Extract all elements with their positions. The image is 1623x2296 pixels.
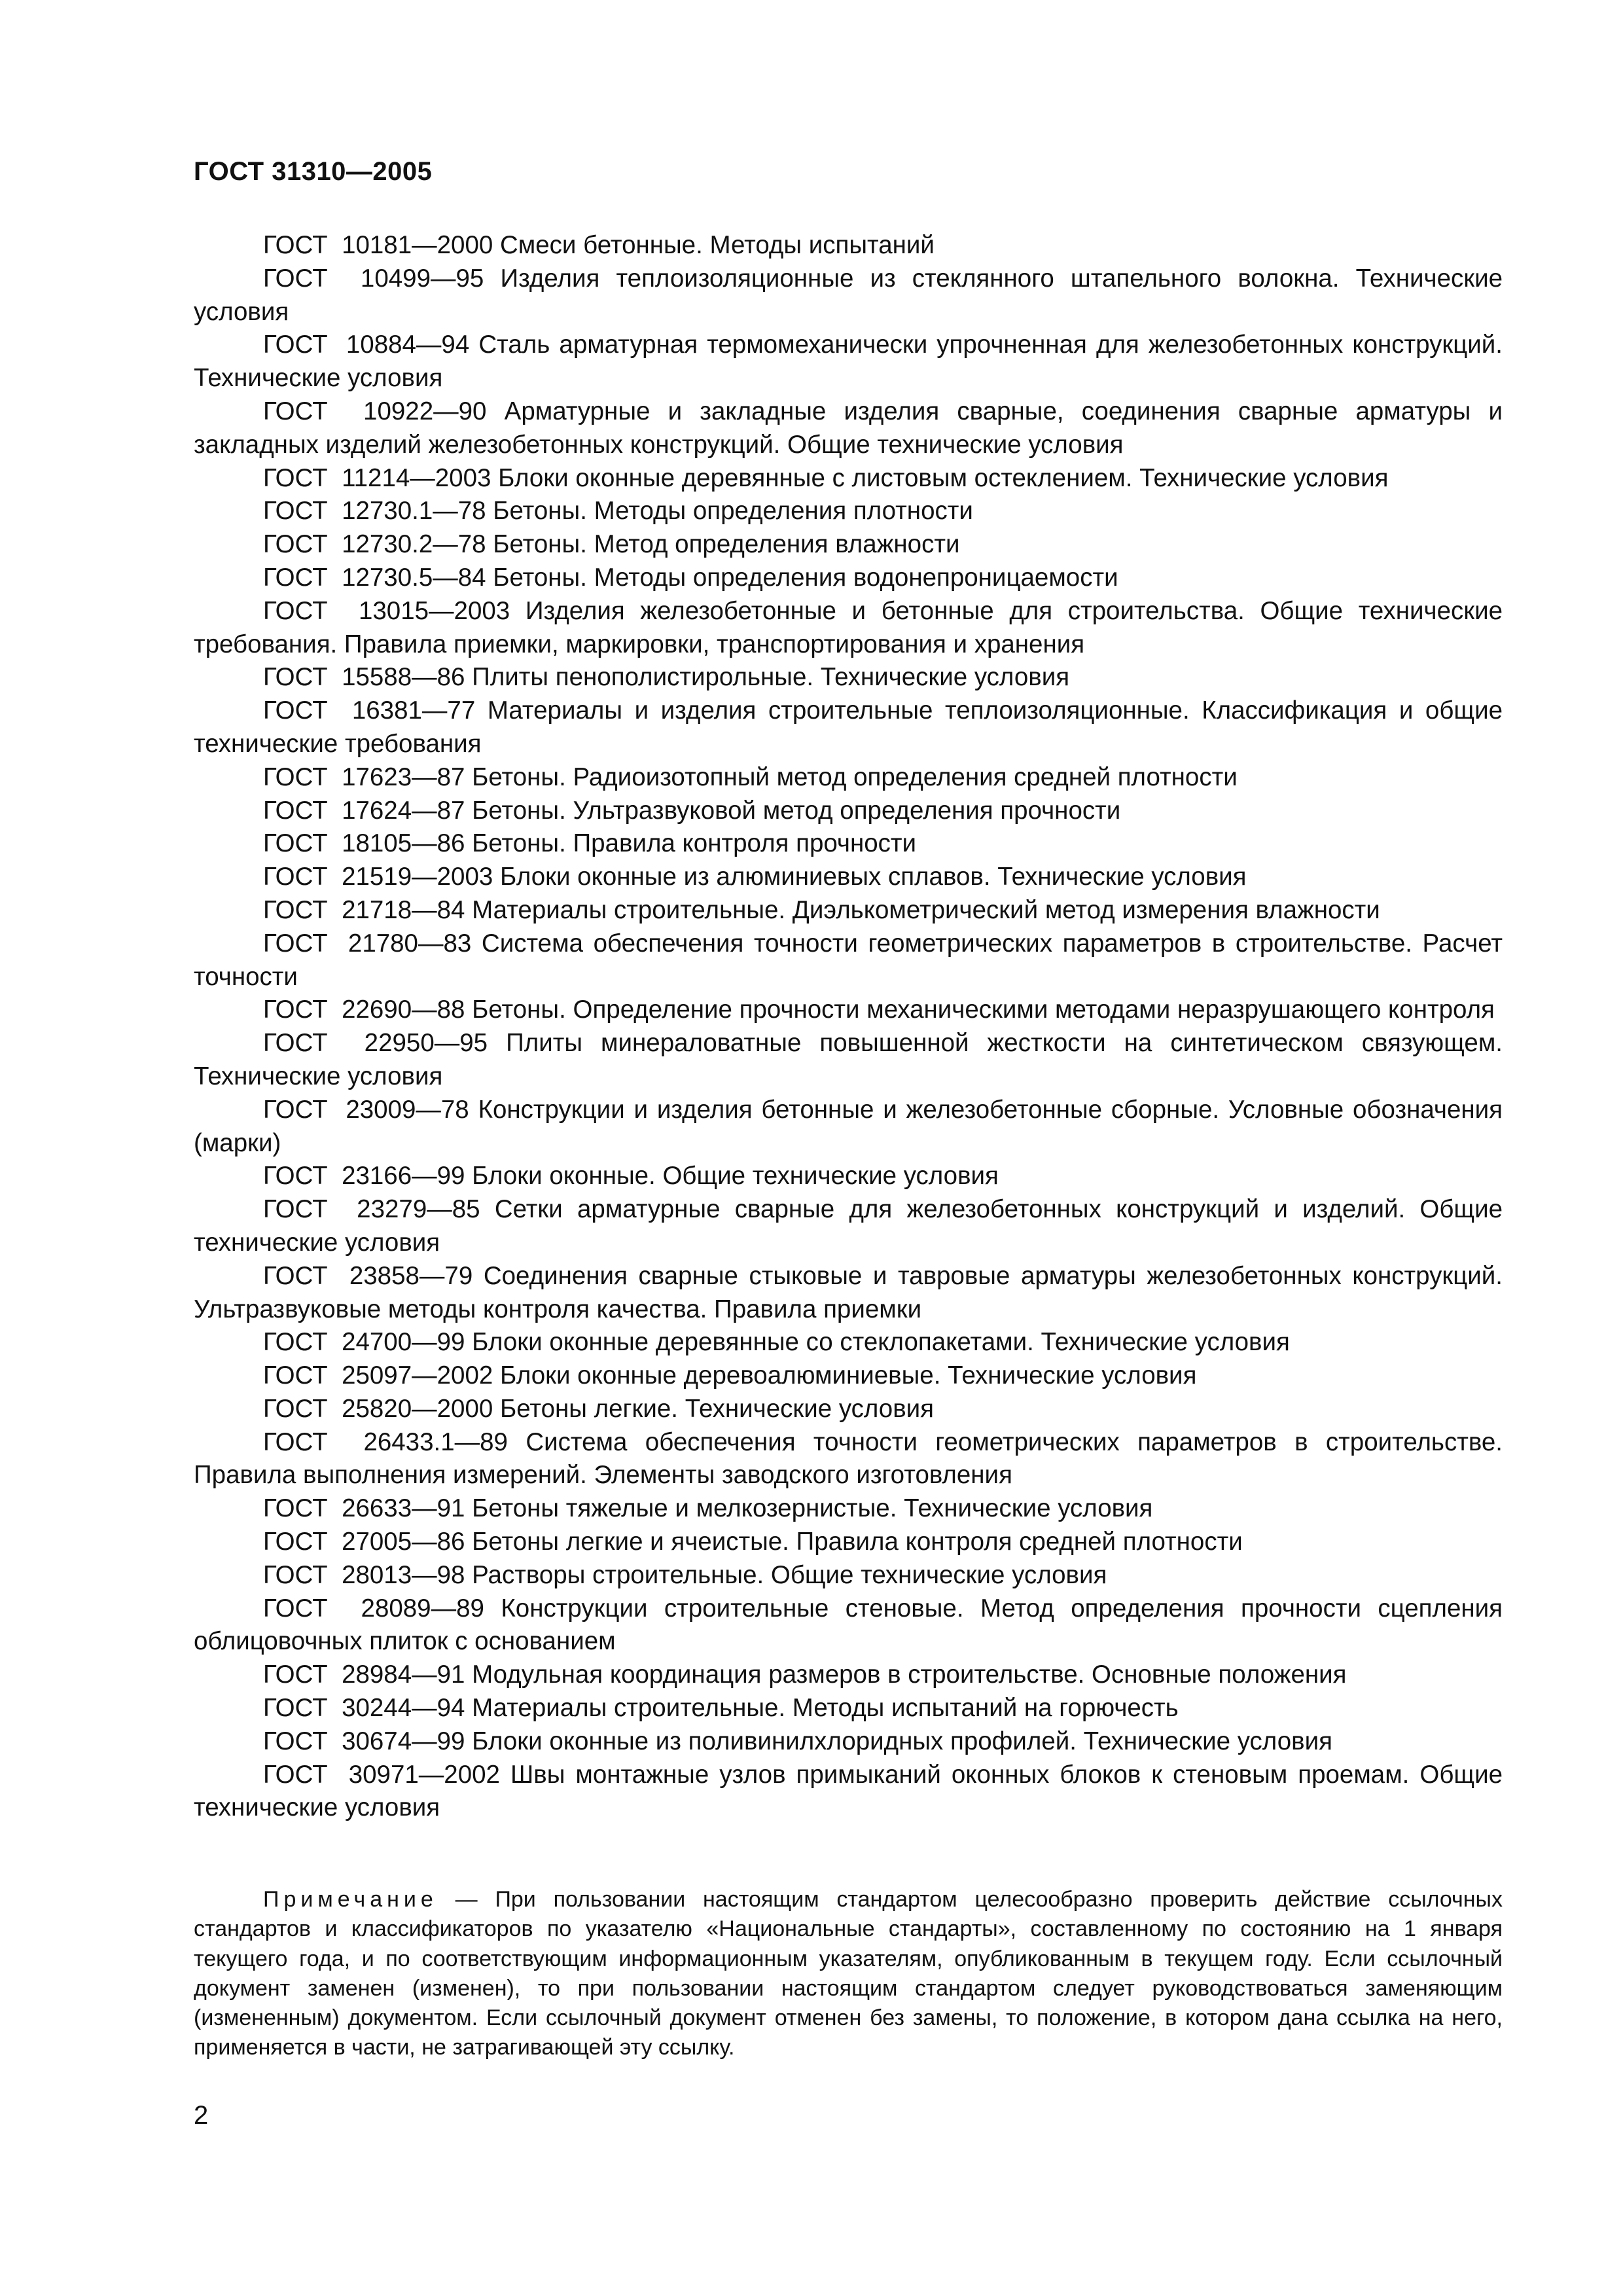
reference-entry	[194, 495, 1503, 528]
reference-entry	[194, 1725, 1503, 1759]
reference-title: Блоки оконные деревянные со стеклопакетами. Технические условия	[472, 1328, 1290, 1357]
reference-title: Плиты минераловатные повышенной жесткости на синтетическом связующем. Технические условия	[194, 1029, 1503, 1090]
reference-entry	[194, 1559, 1503, 1592]
reference-title: Материалы и изделия строительные теплоизоляционные. Классификация и общие технические требования	[194, 696, 1503, 758]
reference-code: ГОСТ 25097—2002	[263, 1361, 493, 1390]
document-header: ГОСТ 31310—2005	[194, 157, 433, 186]
reference-entry	[194, 1659, 1503, 1692]
reference-code: ГОСТ 30674—99	[263, 1727, 465, 1755]
reference-entry	[194, 1160, 1503, 1193]
reference-title: Бетоны. Метод определения влажности	[493, 530, 960, 559]
reference-code: ГОСТ 30244—94	[263, 1694, 465, 1723]
reference-title: Швы монтажные узлов примыканий оконных блоков к стеновым проемам. Общие технические условия	[194, 1760, 1503, 1822]
reference-code: ГОСТ 28984—91	[263, 1660, 465, 1689]
reference-title: Материалы строительные. Диэлькометрический метод измерения влажности	[472, 895, 1380, 924]
reference-entry	[194, 329, 1503, 395]
reference-entry	[194, 1260, 1503, 1327]
reference-title: Система обеспечения точности геометрических параметров в строительстве. Правила выполнения измерений. Элементы заводского изготовления	[194, 1427, 1503, 1490]
reference-entry	[194, 1094, 1503, 1160]
reference-entry	[194, 595, 1503, 662]
reference-entry	[194, 694, 1503, 761]
reference-code: ГОСТ 23009—78	[263, 1095, 469, 1124]
reference-title: Блоки оконные. Общие технические условия	[472, 1162, 999, 1191]
reference-code: ГОСТ 11214—2003	[263, 463, 491, 492]
reference-title: Блоки оконные из алюминиевых сплавов. Технические условия	[499, 863, 1247, 891]
reference-entry	[194, 927, 1503, 994]
reference-entry	[194, 661, 1503, 694]
reference-title: Бетоны. Методы определения водонепроницаемости	[493, 563, 1118, 592]
reference-entry	[194, 1393, 1503, 1426]
reference-entry	[194, 1692, 1503, 1725]
reference-title: Модульная координация размеров в строительстве. Основные положения	[472, 1660, 1347, 1689]
reference-entry	[194, 462, 1503, 495]
reference-code: ГОСТ 15588—86	[263, 663, 465, 692]
reference-code: ГОСТ 23858—79	[263, 1261, 473, 1290]
reference-entry	[194, 761, 1503, 795]
reference-entry	[194, 528, 1503, 562]
reference-code: ГОСТ 17623—87	[263, 762, 465, 791]
reference-title: Блоки оконные из поливинилхлоридных профилей. Технические условия	[472, 1727, 1332, 1755]
reference-entry	[194, 262, 1503, 329]
reference-entry	[194, 994, 1503, 1027]
reference-entry	[194, 395, 1503, 462]
note-text: — При пользовании настоящим стандартом целесообразно проверить действие ссылочных стандартов и классификаторов по указателю «Национальные стандарты», составленному по состоянию на 1 января текущего года, и по соответствующим информационным указателям, опубликованным в текущем году. Если ссылочный документ заменен (изменен), то при пользовании настоящим стандартом следует руководствоваться заменяющим (измененным) документом. Если ссылочный документ отменен без замены, то положение, в котором дана ссылка на него, применяется в части, не затрагивающей эту ссылку.	[194, 1887, 1503, 2060]
reference-code: ГОСТ 10181—2000	[263, 231, 493, 259]
reference-title: Соединения сварные стыковые и тавровые арматуры железобетонных конструкций. Ультразвуковые методы контроля качества. Правила приемки	[194, 1261, 1503, 1323]
reference-entry	[194, 1193, 1503, 1260]
reference-title: Система обеспечения точности геометрических параметров в строительстве. Расчет точности	[194, 929, 1503, 991]
reference-code: ГОСТ 24700—99	[263, 1328, 465, 1357]
reference-title: Бетоны. Методы определения плотности	[493, 497, 973, 526]
reference-entry	[194, 1426, 1503, 1493]
reference-code: ГОСТ 30971—2002	[263, 1760, 500, 1789]
reference-entry	[194, 861, 1503, 894]
reference-code: ГОСТ 12730.2—78	[263, 530, 486, 559]
reference-code: ГОСТ 23279—85	[263, 1195, 480, 1224]
reference-entry	[194, 795, 1503, 828]
reference-entry	[194, 562, 1503, 595]
reference-code: ГОСТ 10499—95	[263, 264, 484, 293]
reference-entry	[194, 1027, 1503, 1094]
reference-title: Изделия железобетонные и бетонные для строительства. Общие технические требования. Правила приемки, маркировки, транспортирования и хранения	[194, 596, 1503, 658]
reference-title: Бетоны легкие. Технические условия	[499, 1394, 935, 1423]
reference-entry	[194, 1759, 1503, 1825]
reference-code: ГОСТ 10884—94	[263, 331, 470, 359]
reference-code: ГОСТ 23166—99	[263, 1162, 465, 1191]
reference-code: ГОСТ 21780—83	[263, 929, 472, 958]
reference-entry	[194, 827, 1503, 861]
reference-code: ГОСТ 13015—2003	[263, 596, 510, 625]
reference-title: Блоки оконные деревянные с листовым остеклением. Технические условия	[498, 463, 1389, 492]
reference-code: ГОСТ 22690—88	[263, 996, 465, 1024]
reference-entry	[194, 1592, 1503, 1659]
reference-title: Конструкции и изделия бетонные и железобетонные сборные. Условные обозначения (марки)	[194, 1095, 1503, 1157]
reference-title: Растворы строительные. Общие технические условия	[472, 1560, 1107, 1589]
reference-title: Сталь арматурная термомеханически упрочненная для железобетонных конструкций. Технические условия	[194, 331, 1503, 393]
reference-code: ГОСТ 28089—89	[263, 1594, 484, 1623]
reference-code: ГОСТ 16381—77	[263, 696, 476, 725]
reference-title: Бетоны. Ультразвуковой метод определения прочности	[472, 796, 1121, 825]
reference-title: Бетоны легкие и ячеистые. Правила контроля средней плотности	[472, 1528, 1243, 1556]
reference-code: ГОСТ 17624—87	[263, 796, 465, 825]
reference-code: ГОСТ 21718—84	[263, 895, 465, 924]
reference-entry	[194, 1492, 1503, 1526]
reference-code: ГОСТ 27005—86	[263, 1528, 465, 1556]
reference-code: ГОСТ 26433.1—89	[263, 1427, 508, 1456]
reference-title: Смеси бетонные. Методы испытаний	[499, 231, 935, 259]
reference-code: ГОСТ 21519—2003	[263, 863, 493, 891]
reference-code: ГОСТ 28013—98	[263, 1560, 465, 1589]
reference-entry	[194, 1326, 1503, 1359]
reference-code: ГОСТ 12730.5—84	[263, 563, 486, 592]
note-paragraph	[194, 1885, 1503, 2063]
reference-title: Плиты пенополистирольные. Технические условия	[472, 663, 1070, 692]
note-label: Примечание	[263, 1887, 438, 1912]
reference-code: ГОСТ 18105—86	[263, 829, 465, 858]
normative-references-list	[194, 229, 1503, 1825]
reference-title: Арматурные и закладные изделия сварные, соединения сварные арматуры и закладных изделий железобетонных конструкций. Общие технические условия	[194, 397, 1503, 459]
reference-title: Изделия теплоизоляционные из стеклянного штапельного волокна. Технические условия	[194, 264, 1503, 326]
reference-code: ГОСТ 12730.1—78	[263, 497, 486, 526]
reference-entry	[194, 1526, 1503, 1559]
reference-title: Блоки оконные деревоалюминиевые. Технические условия	[499, 1361, 1197, 1390]
reference-entry	[194, 894, 1503, 927]
reference-entry	[194, 1359, 1503, 1393]
reference-title: Материалы строительные. Методы испытаний на горючесть	[472, 1694, 1179, 1723]
page-number: 2	[194, 2101, 209, 2130]
reference-title: Бетоны. Определение прочности механическими методами неразрушающего контроля	[472, 996, 1495, 1024]
reference-code: ГОСТ 10922—90	[263, 397, 487, 425]
reference-title: Бетоны. Радиоизотопный метод определения средней плотности	[472, 762, 1238, 791]
reference-code: ГОСТ 26633—91	[263, 1494, 465, 1523]
reference-title: Конструкции строительные стеновые. Метод определения прочности сцепления облицовочных плиток с основанием	[194, 1594, 1503, 1656]
reference-title: Бетоны тяжелые и мелкозернистые. Технические условия	[472, 1494, 1153, 1523]
reference-entry	[194, 229, 1503, 262]
reference-code: ГОСТ 22950—95	[263, 1029, 488, 1058]
reference-title: Бетоны. Правила контроля прочности	[472, 829, 917, 858]
reference-title: Сетки арматурные сварные для железобетонных конструкций и изделий. Общие технические условия	[194, 1195, 1503, 1257]
reference-code: ГОСТ 25820—2000	[263, 1394, 493, 1423]
